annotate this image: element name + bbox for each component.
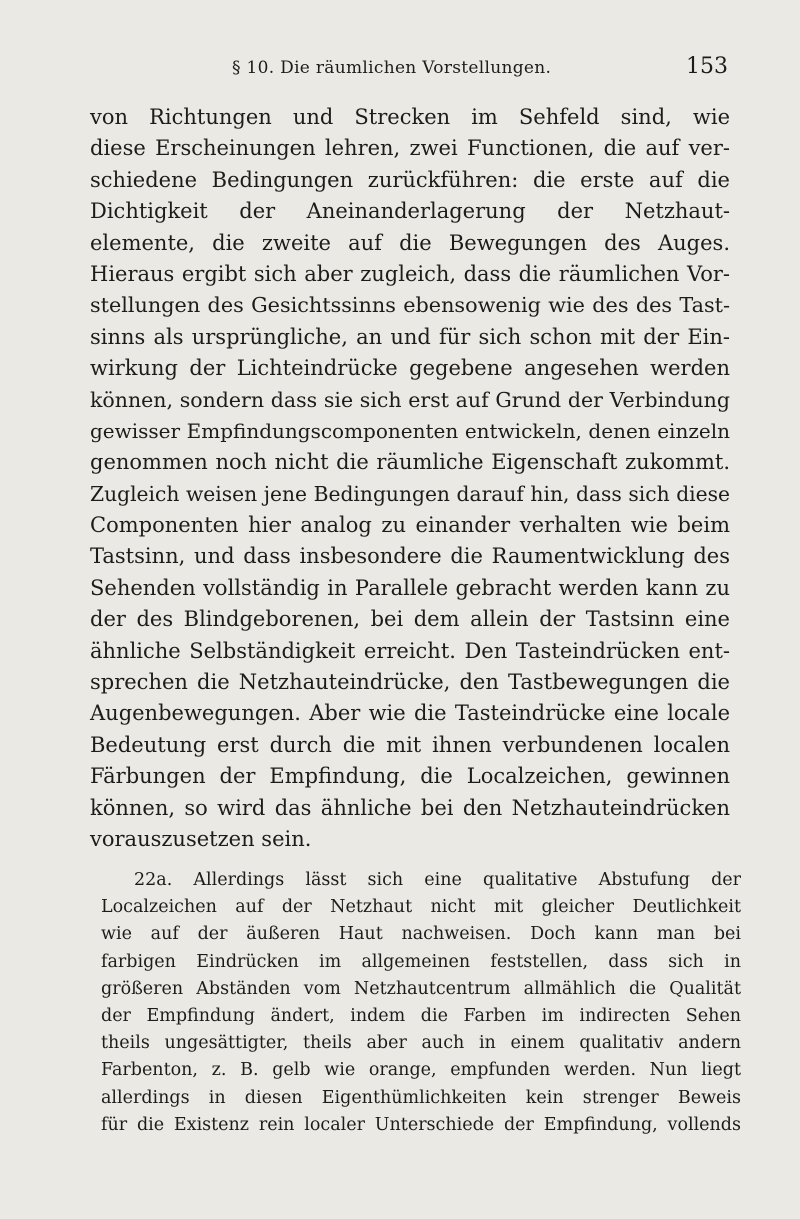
text-line: elemente, die zweite auf die Bewegungen des Auges. — [90, 230, 730, 255]
text-line: Färbungen der Empfindung, die Localzeichen, gewinnen — [90, 764, 730, 789]
text-line: der des Blindgeborenen, bei dem allein der Tastsinn eine — [90, 607, 730, 632]
text-line: sprechen die Netzhauteindrücke, den Tastbewegungen die — [90, 670, 730, 695]
note-line: 22a. Allerdings lässt sich eine qualitative Abstufung der — [134, 870, 741, 890]
text-line: Hieraus ergibt sich aber zugleich, dass die räumlichen Vor- — [90, 261, 730, 286]
note-line: Localzeichen auf der Netzhaut nicht mit gleicher Deutlichkeit — [101, 897, 741, 918]
note-line: wie auf der äußeren Haut nachweisen. Doch kann man bei — [101, 924, 741, 945]
note-line: Farbenton, z. B. gelb wie orange, empfunden werden. Nun liegt — [101, 1060, 741, 1081]
page-number: 153 — [686, 54, 728, 79]
text-line: können, sondern dass sie sich erst auf Grund der Verbindung — [90, 387, 730, 412]
note-line: größeren Abständen vom Netzhautcentrum allmählich die Qualität — [101, 978, 741, 999]
text-line: Tastsinn, und dass insbesondere die Raumentwicklung des — [90, 544, 730, 569]
text-line: stellungen des Gesichtssinns ebensowenig wie des des Tast- — [90, 293, 730, 318]
text-line: Dichtigkeit der Aneinanderlagerung der Netzhaut- — [90, 199, 730, 224]
text-line: können, so wird das ähnliche bei den Netzhauteindrücken — [90, 795, 730, 820]
main-paragraph — [90, 102, 730, 855]
text-line: genommen noch nicht die räumliche Eigenschaft zukommt. — [90, 450, 730, 475]
note-line: der Empfindung ändert, indem die Farben im indirecten Sehen — [101, 1005, 741, 1026]
text-line: von Richtungen und Strecken im Sehfeld sind, wie — [90, 105, 730, 129]
text-line: gewisser Empfindungscomponenten entwickeln, denen einzeln — [90, 418, 730, 443]
note-paragraph — [101, 867, 741, 1139]
text-line: Sehenden vollständig in Parallele gebracht werden kann zu — [90, 575, 730, 600]
text-line: Bedeutung erst durch die mit ihnen verbundenen localen — [90, 732, 730, 757]
note-line: farbigen Eindrücken im allgemeinen feststellen, dass sich in — [101, 951, 741, 972]
text-line: sinns als ursprüngliche, an und für sich schon mit der Ein- — [90, 324, 730, 349]
text-line: wirkung der Lichteindrücke gegebene angesehen werden — [90, 356, 730, 381]
running-header — [90, 54, 728, 84]
text-line: schiedene Bedingungen zurückführen: die erste auf die — [90, 167, 730, 192]
text-line: Zugleich weisen jene Bedingungen darauf hin, dass sich diese — [90, 481, 730, 506]
running-title: § 10. Die räumlichen Vorstellungen. — [232, 58, 552, 78]
text-line: ähnliche Selbständigkeit erreicht. Den Tasteindrücken ent- — [90, 638, 730, 663]
text-line: Componenten hier analog zu einander verhalten wie beim — [90, 513, 730, 538]
note-line: theils ungesättigter, theils aber auch in einem qualitativ andern — [101, 1033, 741, 1054]
note-line: für die Existenz rein localer Unterschiede der Empfindung, vollends — [101, 1114, 741, 1135]
text-line: diese Erscheinungen lehren, zwei Functionen, die auf ver- — [90, 136, 730, 161]
text-line: vorauszusetzen sein. — [90, 826, 312, 851]
text-line: Augenbewegungen. Aber wie die Tasteindrücke eine locale — [90, 701, 730, 726]
note-line: allerdings in diesen Eigenthümlichkeiten kein strenger Beweis — [101, 1087, 741, 1108]
